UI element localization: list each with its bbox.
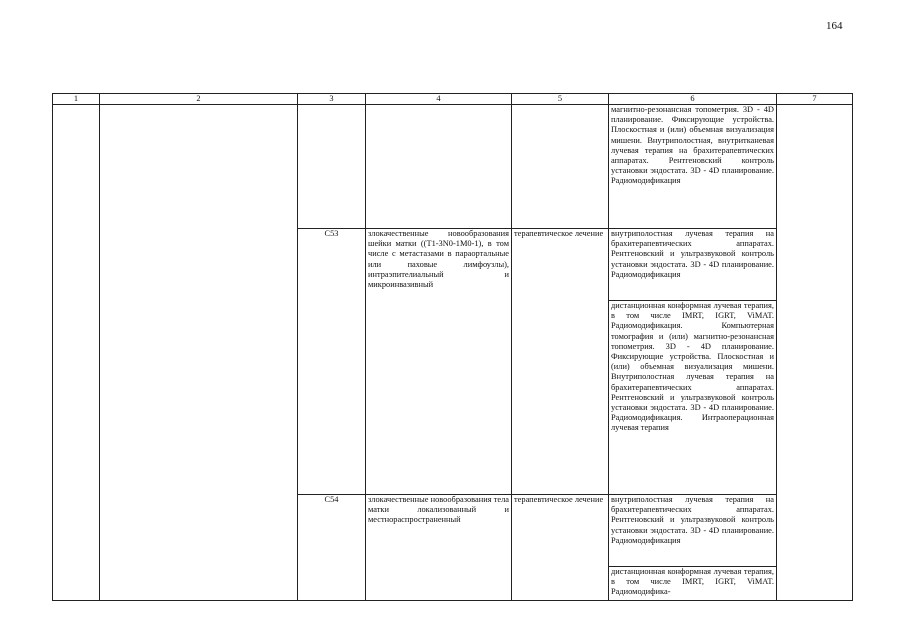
column-header: 1	[53, 94, 100, 105]
column-number-row	[53, 94, 853, 105]
cell-treatment: терапевтическое лечение	[512, 495, 609, 601]
cell-method: внутриполостная лучевая терапия на брахитерапевтических аппаратах. Рентгеновский и ультразвуковой контроль установки эндостата. 3D - 4D планирование. Радиомодификация	[609, 229, 777, 301]
cell-method: дистанционная конформная лучевая терапия, в том числе IMRT, IGRT, ViMAT. Радиомодифика-	[609, 567, 777, 601]
cell-group	[100, 105, 298, 601]
cell-diagnosis: злокачественные новообразования тела матки локализованный и местнораспространенный	[366, 495, 512, 601]
column-header: 6	[609, 94, 777, 105]
cell-standard	[777, 105, 853, 601]
cell-code: C54	[298, 495, 366, 601]
column-header: 2	[100, 94, 298, 105]
cell-number	[53, 105, 100, 601]
cell-code: C53	[298, 229, 366, 495]
page-number: 164	[826, 20, 843, 32]
cell-treatment	[512, 105, 609, 229]
column-header: 7	[777, 94, 853, 105]
cell-diagnosis: злокачественные новообразования шейки матки ((T1-3N0-1M0-1), в том числе с метастазами в параортальные или паховые лимфоузлы), интраэпителиальный и микроинвазивный	[366, 229, 512, 495]
cell-diagnosis	[366, 105, 512, 229]
cell-method: магнитно-резонансная топометрия. 3D - 4D планирование. Фиксирующие устройства. Плоскостная и (или) объемная визуализация мишени. Внутриполостная, внутритканевая лучевая терапия на брахитерапевтических аппаратах. Рентгеновский контроль установки эндостата. 3D - 4D планирование. Радиомодификация	[609, 105, 777, 229]
cell-treatment: терапевтическое лечение	[512, 229, 609, 495]
cell-code	[298, 105, 366, 229]
medical-care-table	[52, 93, 853, 601]
cell-method: дистанционная конформная лучевая терапия, в том числе IMRT, IGRT, ViMAT. Радиомодификация. Компьютерная томография и (или) магнитно-резонансная топометрия. 3D - 4D планирование. Фиксирующие устройства. Плоскостная и (или) объемная визуализация мишени. Внутриполостная лучевая терапия на брахитерапевтических аппаратах. Рентгеновский и ультразвуковой контроль установки эндостата. 3D - 4D планирование. Радиомодификация. Интраоперационная лучевая терапия	[609, 301, 777, 495]
table-row	[53, 105, 853, 229]
cell-method: внутриполостная лучевая терапия на брахитерапевтических аппаратах. Рентгеновский и ультразвуковой контроль установки эндостата. 3D - 4D планирование. Радиомодификация	[609, 495, 777, 567]
column-header: 4	[366, 94, 512, 105]
column-header: 3	[298, 94, 366, 105]
column-header: 5	[512, 94, 609, 105]
